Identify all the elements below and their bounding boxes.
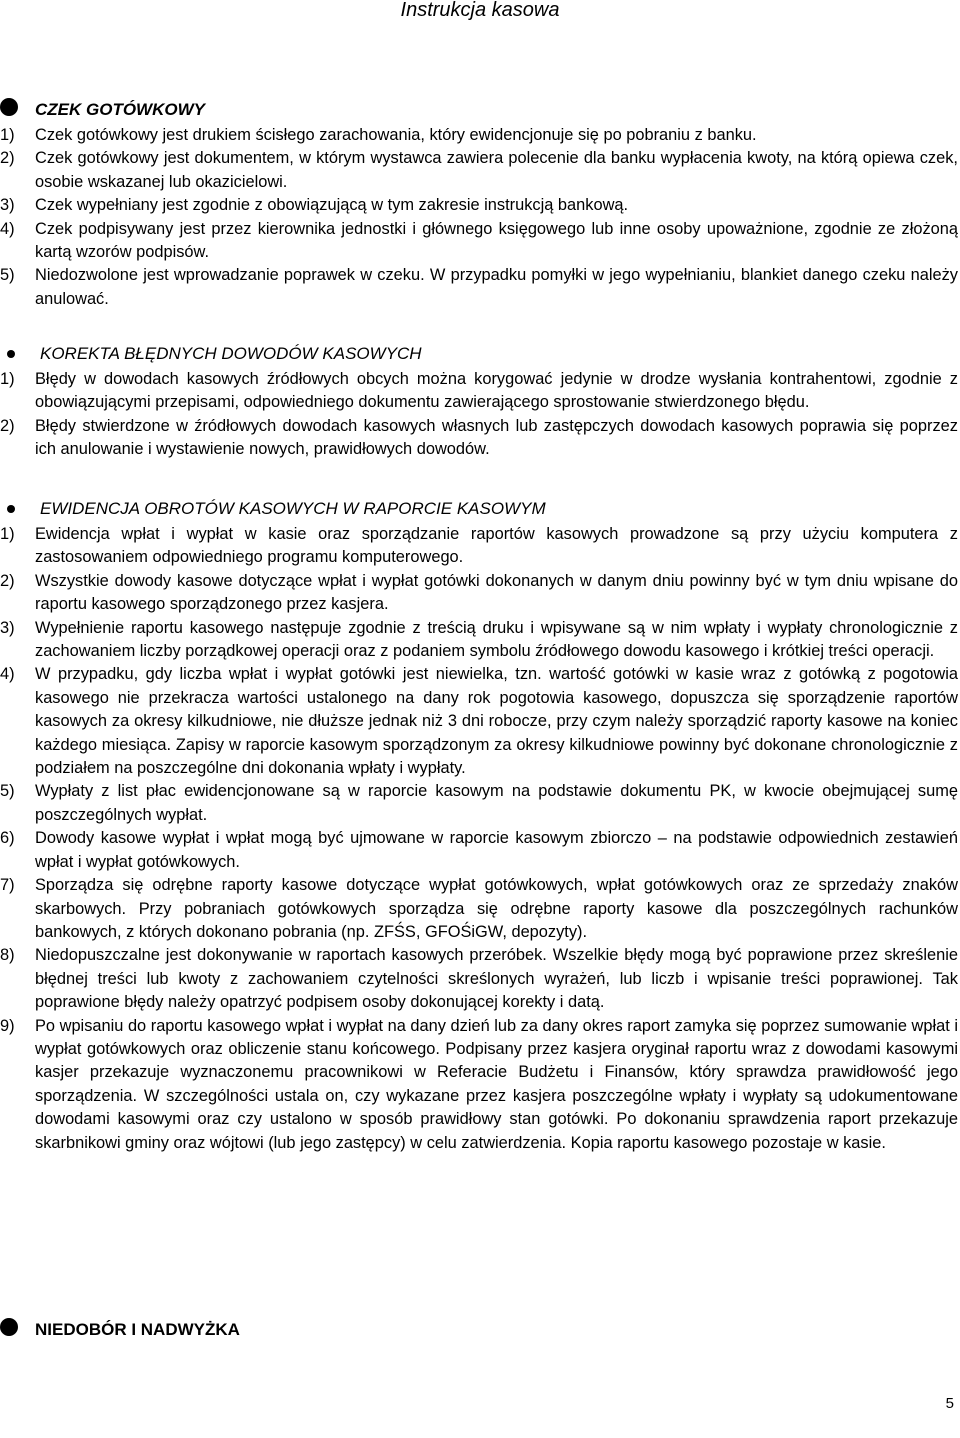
- bullet-icon: [7, 505, 15, 513]
- item-text: Niedopuszczalne jest dokonywanie w raportach kasowych przeróbek. Wszelkie błędy mogą być poprawione przez skreślenie błędnej treści lub kwoty z zachowaniem czytelności skreślonych wyrażeń, lub liczb i wpisanie treści poprawionej. Tak poprawione błędy należy opatrzyć podpisem osoby dokonującej korekty i datą.: [35, 946, 958, 1012]
- list-item: [0, 570, 960, 617]
- list-item: [0, 1015, 960, 1155]
- item-text: Czek wypełniany jest zgodnie z obowiązującą w tym zakresie instrukcją bankową.: [35, 196, 629, 215]
- item-text: Wypełnienie raportu kasowego następuje zgodnie z treścią druku i wpisywane są w nim wpłaty i wypłaty chronologicznie z zachowaniem liczby porządkowej operacji oraz z podaniem symbolu źródłowego dowodu kasowego i krótkiej treści operacji.: [35, 618, 958, 661]
- header-title: Instrukcja kasowa: [400, 0, 560, 21]
- list-item: [0, 617, 960, 664]
- section-heading: [0, 98, 960, 124]
- item-number: 8): [0, 946, 15, 965]
- list-item: [0, 944, 960, 1014]
- section-czek-gotowkowy: [0, 98, 960, 311]
- list-item: [0, 124, 960, 147]
- section-title: KOREKTA BŁĘDNYCH DOWODÓW KASOWYCH: [40, 344, 422, 363]
- item-text: Wszystkie dowody kasowe dotyczące wpłat i wypłat gotówki dokonanych w danym dniu powinny być w tym dniu wpisane do raportu kasowego sporządzonego przez kasjera.: [35, 571, 958, 614]
- section-heading: [0, 497, 960, 523]
- item-text: Sporządza się odrębne raporty kasowe dotyczące wypłat gotówkowych, wpłat gotówkowych oraz ze sprzedaży znaków skarbowych. Przy pobraniach gotówkowych sporządza się odrębne raporty kasowe dla poszczególnych rachunków bankowych, z których dokonano pobrania (np. ZFŚS, GFOŚiGW, depozyty).: [35, 876, 958, 941]
- item-number: 2): [0, 416, 15, 435]
- item-text: Czek gotówkowy jest dokumentem, w którym wystawca zawiera polecenie dla banku wypłacenia kwoty, na którą opiewa czek, osobie wskazanej lub okazicielowi.: [35, 149, 958, 191]
- page-header: [0, 0, 960, 20]
- section-title: EWIDENCJA OBROTÓW KASOWYCH W RAPORCIE KASOWYM: [40, 499, 546, 518]
- item-number: 5): [0, 266, 15, 285]
- section-heading: [0, 1318, 960, 1344]
- list-item: [0, 218, 960, 265]
- item-number: 6): [0, 829, 15, 848]
- item-text: Czek gotówkowy jest drukiem ścisłego zarachowania, który ewidencjonuje się po pobraniu z banku.: [35, 126, 757, 144]
- item-number: 1): [0, 525, 15, 543]
- section-title: CZEK GOTÓWKOWY: [35, 100, 205, 119]
- item-text: Niedozwolone jest wprowadzanie poprawek w czeku. W przypadku pomyłki w jego wypełnianiu, blankiet danego czeku należy anulować.: [35, 266, 958, 308]
- item-number: 3): [0, 618, 15, 637]
- bullet-icon: [0, 98, 18, 116]
- item-text: Czek podpisywany jest przez kierownika jednostki i głównego księgowego lub inne osoby upoważnione, zgodnie ze złożoną kartą wzorów podpisów.: [35, 219, 958, 262]
- item-number: 1): [0, 126, 15, 144]
- item-text: Błędy w dowodach kasowych źródłowych obcych można korygować jedynie w drodze wysłania kontrahentowi, zgodnie z obowiązującymi przepisami, odpowiedniego dokumentu zawierającego sprostowanie stwierdzonego błędu.: [35, 370, 958, 412]
- item-list: [0, 523, 960, 1155]
- item-text: Po wpisaniu do raportu kasowego wpłat i wypłat na dany dzień lub za dany okres raport zamyka się poprzez sumowanie wpłat i wypłat gotówkowych oraz obliczenie stanu końcowego. Podpisany przez kasjera oryginał raportu wraz z dowodami kasowymi kasjer przekazuje wyznaczonemu pracownikowi w Referacie Budżetu i Finansów, który sprawdza prawidłowość jego sporządzenia. W szczególności ustala on, czy wykazane przez kasjera poszczególne wpłaty i wypłaty są udokumentowane dowodami kasowymi oraz czy ustalono w sposób prawidłowy stan gotówki. Po dokonaniu sprawdzenia raport przekazuje skarbnikowi gminy oraz wójtowi (lub jego zastępcy) w celu zatwierdzenia. Kopia raportu kasowego pozostaje w kasie.: [35, 1016, 958, 1152]
- item-text: Ewidencja wpłat i wypłat w kasie oraz sporządzanie raportów kasowych prowadzone są przy użyciu komputera z zastosowaniem odpowiedniego programu komputerowego.: [35, 525, 958, 567]
- item-list: [0, 368, 960, 462]
- item-number: 1): [0, 370, 15, 388]
- bullet-icon: [7, 350, 15, 358]
- list-item: [0, 874, 960, 944]
- list-item: [0, 368, 960, 415]
- list-item: [0, 147, 960, 194]
- list-item: [0, 264, 960, 311]
- list-item: [0, 663, 960, 780]
- list-item: [0, 780, 960, 827]
- list-item: [0, 194, 960, 217]
- item-list: [0, 124, 960, 311]
- item-number: 3): [0, 196, 15, 215]
- list-item: [0, 827, 960, 874]
- section-korekta: [0, 342, 960, 462]
- item-number: 2): [0, 571, 15, 590]
- section-title: NIEDOBÓR I NADWYŻKA: [35, 1320, 240, 1339]
- item-number: 4): [0, 219, 15, 238]
- item-number: 4): [0, 665, 15, 684]
- section-ewidencja: [0, 497, 960, 1155]
- item-number: 2): [0, 149, 15, 168]
- page-number: 5: [945, 1395, 954, 1412]
- item-text: Błędy stwierdzone w źródłowych dowodach kasowych własnych lub zastępczych dowodach kasowych poprawia się poprzez ich anulowanie i wystawienie nowych, prawidłowych dowodów.: [35, 416, 958, 459]
- item-number: 9): [0, 1016, 15, 1035]
- item-number: 7): [0, 876, 15, 895]
- section-heading: [0, 342, 960, 368]
- item-text: Wypłaty z list płac ewidencjonowane są w raporcie kasowym na podstawie dokumentu PK, w kwocie obejmującej sumę poszczególnych wypłat.: [35, 782, 958, 824]
- bullet-icon: [0, 1318, 18, 1336]
- item-number: 5): [0, 782, 15, 801]
- list-item: [0, 523, 960, 570]
- item-text: W przypadku, gdy liczba wpłat i wypłat gotówki jest niewielka, tzn. wartość gotówki w kasie wraz z gotówką z pogotowia kasowego nie przekracza wartości ustalonego na dany rok pogotowia kasowego, dopuszcza się sporządzenie raportów kasowych za okresy kilkudniowe, nie dłuższe jednak niż 3 dni robocze, przy czym należy sporządzić raporty kasowe na koniec każdego miesiąca. Zapisy w raporcie kasowym sporządzonym za okresy kilkudniowe powinny być dokonane chronologicznie z podziałem na poszczególne dni dokonania wpłaty i wypłaty.: [35, 665, 958, 778]
- item-text: Dowody kasowe wypłat i wpłat mogą być ujmowane w raporcie kasowym zbiorczo – na podstawie odpowiednich zestawień wpłat i wypłat gotówkowych.: [35, 829, 958, 871]
- section-niedobor: [0, 1318, 960, 1344]
- list-item: [0, 415, 960, 462]
